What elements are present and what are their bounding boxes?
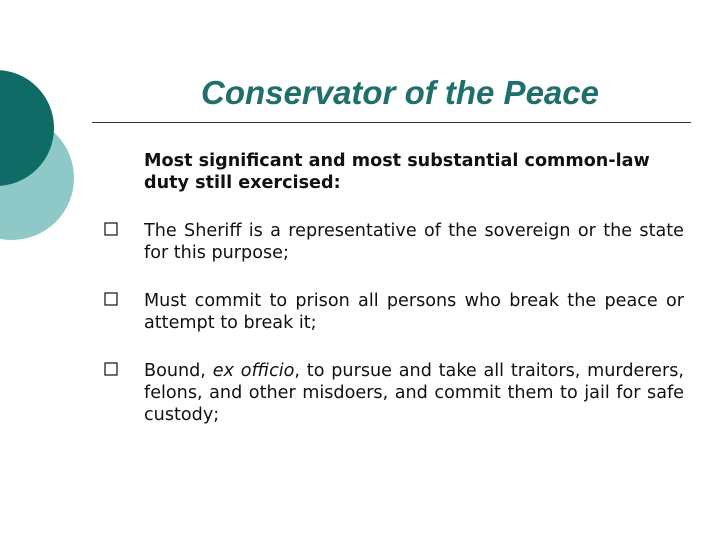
bullet-item [144,290,684,334]
bullet-item [144,360,684,426]
hollow-square-icon [104,362,118,376]
decorative-circles [0,0,120,300]
bullet-text-before: Bound, [144,361,213,381]
bullet-text-italic: ex officio [212,361,295,381]
bullet-text: Must commit to prison all persons who break the peace or attempt to break it; [144,291,684,333]
bullet-text: The Sheriff is a representative of the sovereign or the state for this purpose; [144,221,684,263]
bullet-text-after: , to pursue and take all traitors, murderers, felons, and other misdoers, and commit them to jail for safe custody; [144,361,684,425]
intro-text: Most significant and most substantial common-law duty still exercised: [144,151,650,193]
bullet-item [144,220,684,264]
slide-title: Conservator of the Peace [201,74,599,111]
hollow-square-icon [104,292,118,306]
hollow-square-icon [104,222,118,236]
title-divider [92,122,691,123]
slide-body [144,150,684,452]
